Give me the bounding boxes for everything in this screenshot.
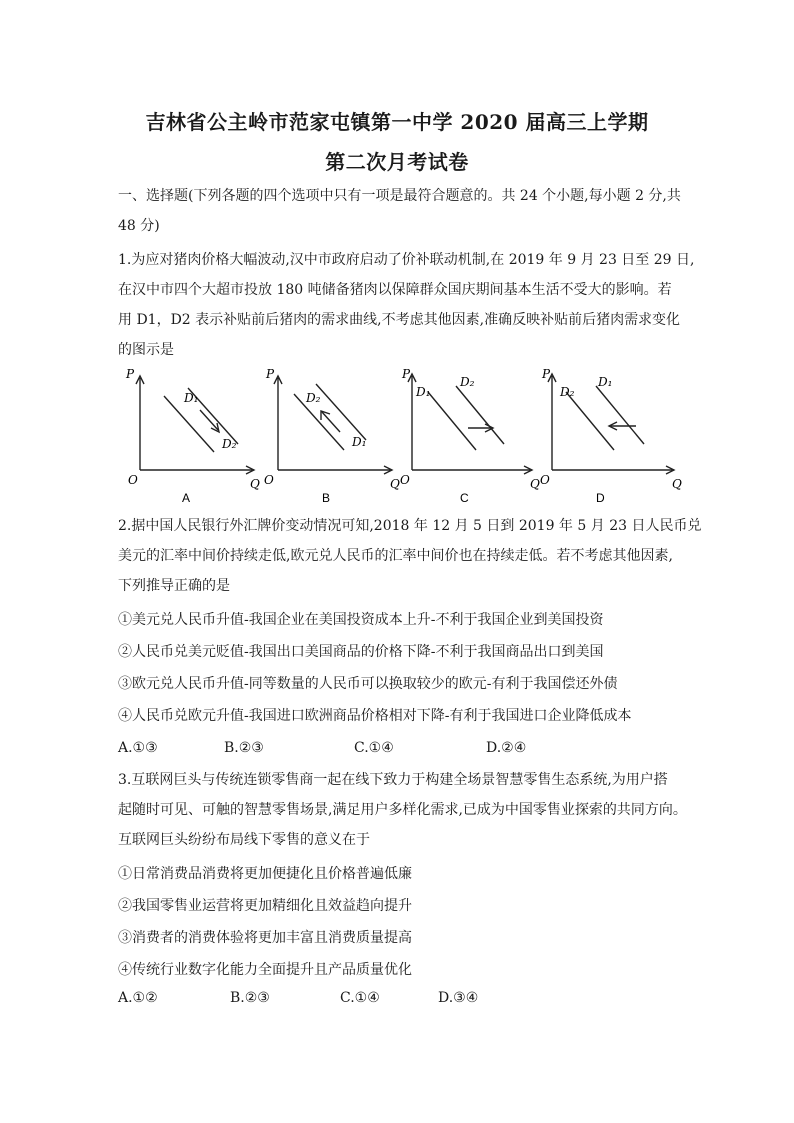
q2-option-c[interactable]: C.①④ [354, 740, 394, 756]
q3-option-c[interactable]: C.①④ [340, 990, 380, 1006]
section-instruction: 一、选择题(下列各题的四个选项中只有一项是最符合题意的。共 24 个小题,每小题 2 分,共 [118, 188, 681, 204]
q3-option-d[interactable]: D.③④ [438, 990, 479, 1006]
graph-c [398, 366, 538, 506]
q2-statement: ③欧元兑人民币升值-同等数量的人民币可以换取较少的欧元-有利于我国偿还外债 [118, 676, 618, 692]
q2-option-d[interactable]: D.②④ [486, 740, 527, 756]
q2-text-line: 下列推导正确的是 [118, 578, 230, 594]
curve-label: D₁ [184, 391, 199, 405]
q2-text-line: 美元的汇率中间价持续走低,欧元兑人民币的汇率中间价也在持续走低。若不考虑其他因素, [118, 548, 673, 564]
curve-label: D₂ [460, 375, 475, 389]
demand-curve-d2 [566, 392, 614, 450]
curve-label: D₂ [560, 385, 575, 399]
exam-title-line2: 第二次月考试卷 [325, 150, 469, 174]
q3-statement: ①日常消费品消费将更加便捷化且价格普遍低廉 [118, 866, 412, 882]
graph-caption: D [596, 491, 605, 505]
demand-curve-d1 [596, 386, 644, 444]
q1-text-line: 用 D1，D2 表示补贴前后猪肉的需求曲线,不考虑其他因素,准确反映补贴前后猪肉需求变化 [118, 312, 681, 328]
y-axis-label: P [542, 367, 551, 381]
curve-label: D₁ [352, 435, 367, 449]
q2-option-b[interactable]: B.②③ [224, 740, 264, 756]
x-axis-label: Q [672, 477, 682, 491]
q1-text-line: 1.为应对猪肉价格大幅波动,汉中市政府启动了价补联动机制,在 2019 年 9 月 23 日至 29 日, [118, 252, 695, 268]
x-axis-label: Q [530, 477, 540, 491]
curve-label: D₁ [598, 375, 613, 389]
section-instruction-cont: 48 分) [118, 218, 160, 234]
x-axis-label: Q [250, 477, 260, 491]
x-axis-label: Q [390, 477, 400, 491]
graph-a [118, 366, 258, 506]
curve-label: D₁ [416, 385, 431, 399]
origin-label: O [540, 473, 550, 487]
q3-statement: ③消费者的消费体验将更加丰富且消费质量提高 [118, 930, 412, 946]
q2-statement: ②人民币兑美元贬值-我国出口美国商品的价格下降-不利于我国商品出口到美国 [118, 644, 604, 660]
q2-option-a[interactable]: A.①③ [118, 740, 158, 756]
q1-text-line: 的图示是 [118, 342, 174, 358]
q1-text-line: 在汉中市四个大超市投放 180 吨储备猪肉以保障群众国庆期间基本生活不受大的影响。若 [118, 282, 672, 298]
origin-label: O [400, 473, 410, 487]
q3-text-line: 3.互联网巨头与传统连锁零售商一起在线下致力于构建全场景智慧零售生态系统,为用户搭 [118, 772, 668, 788]
q3-text-line: 互联网巨头纷纷布局线下零售的意义在于 [118, 832, 370, 848]
q3-text-line: 起随时可见、可触的智慧零售场景,满足用户多样化需求,已成为中国零售业探索的共同方向。 [118, 802, 687, 818]
q2-statement: ④人民币兑欧元升值-我国进口欧洲商品价格相对下降-有利于我国进口企业降低成本 [118, 708, 632, 724]
q3-statement: ④传统行业数字化能力全面提升且产品质量优化 [118, 962, 412, 978]
y-axis-label: P [402, 367, 411, 381]
graph-d [538, 366, 682, 506]
exam-title-line1: 吉林省公主岭市范家屯镇第一中学 2020 届高三上学期 [145, 110, 649, 134]
graph-b [260, 366, 400, 506]
curve-label: D₂ [222, 437, 237, 451]
q3-option-b[interactable]: B.②③ [230, 990, 270, 1006]
curve-label: D₂ [306, 391, 321, 405]
origin-label: O [264, 473, 274, 487]
graph-caption: B [322, 491, 331, 505]
q3-statement: ②我国零售业运营将更加精细化且效益趋向提升 [118, 898, 412, 914]
q3-option-a[interactable]: A.①② [118, 990, 158, 1006]
y-axis-label: P [266, 367, 275, 381]
shift-arrow [200, 410, 218, 430]
q2-text-line: 2.据中国人民银行外汇牌价变动情况可知,2018 年 12 月 5 日到 2019 年 5 月 23 日人民币兑 [118, 518, 702, 534]
y-axis-label: P [126, 367, 135, 381]
graph-caption: A [182, 491, 191, 505]
origin-label: O [128, 473, 138, 487]
graph-caption: C [460, 491, 469, 505]
q1-demand-graphs [118, 366, 682, 506]
q2-statement: ①美元兑人民币升值-我国企业在美国投资成本上升-不利于我国企业到美国投资 [118, 612, 604, 628]
